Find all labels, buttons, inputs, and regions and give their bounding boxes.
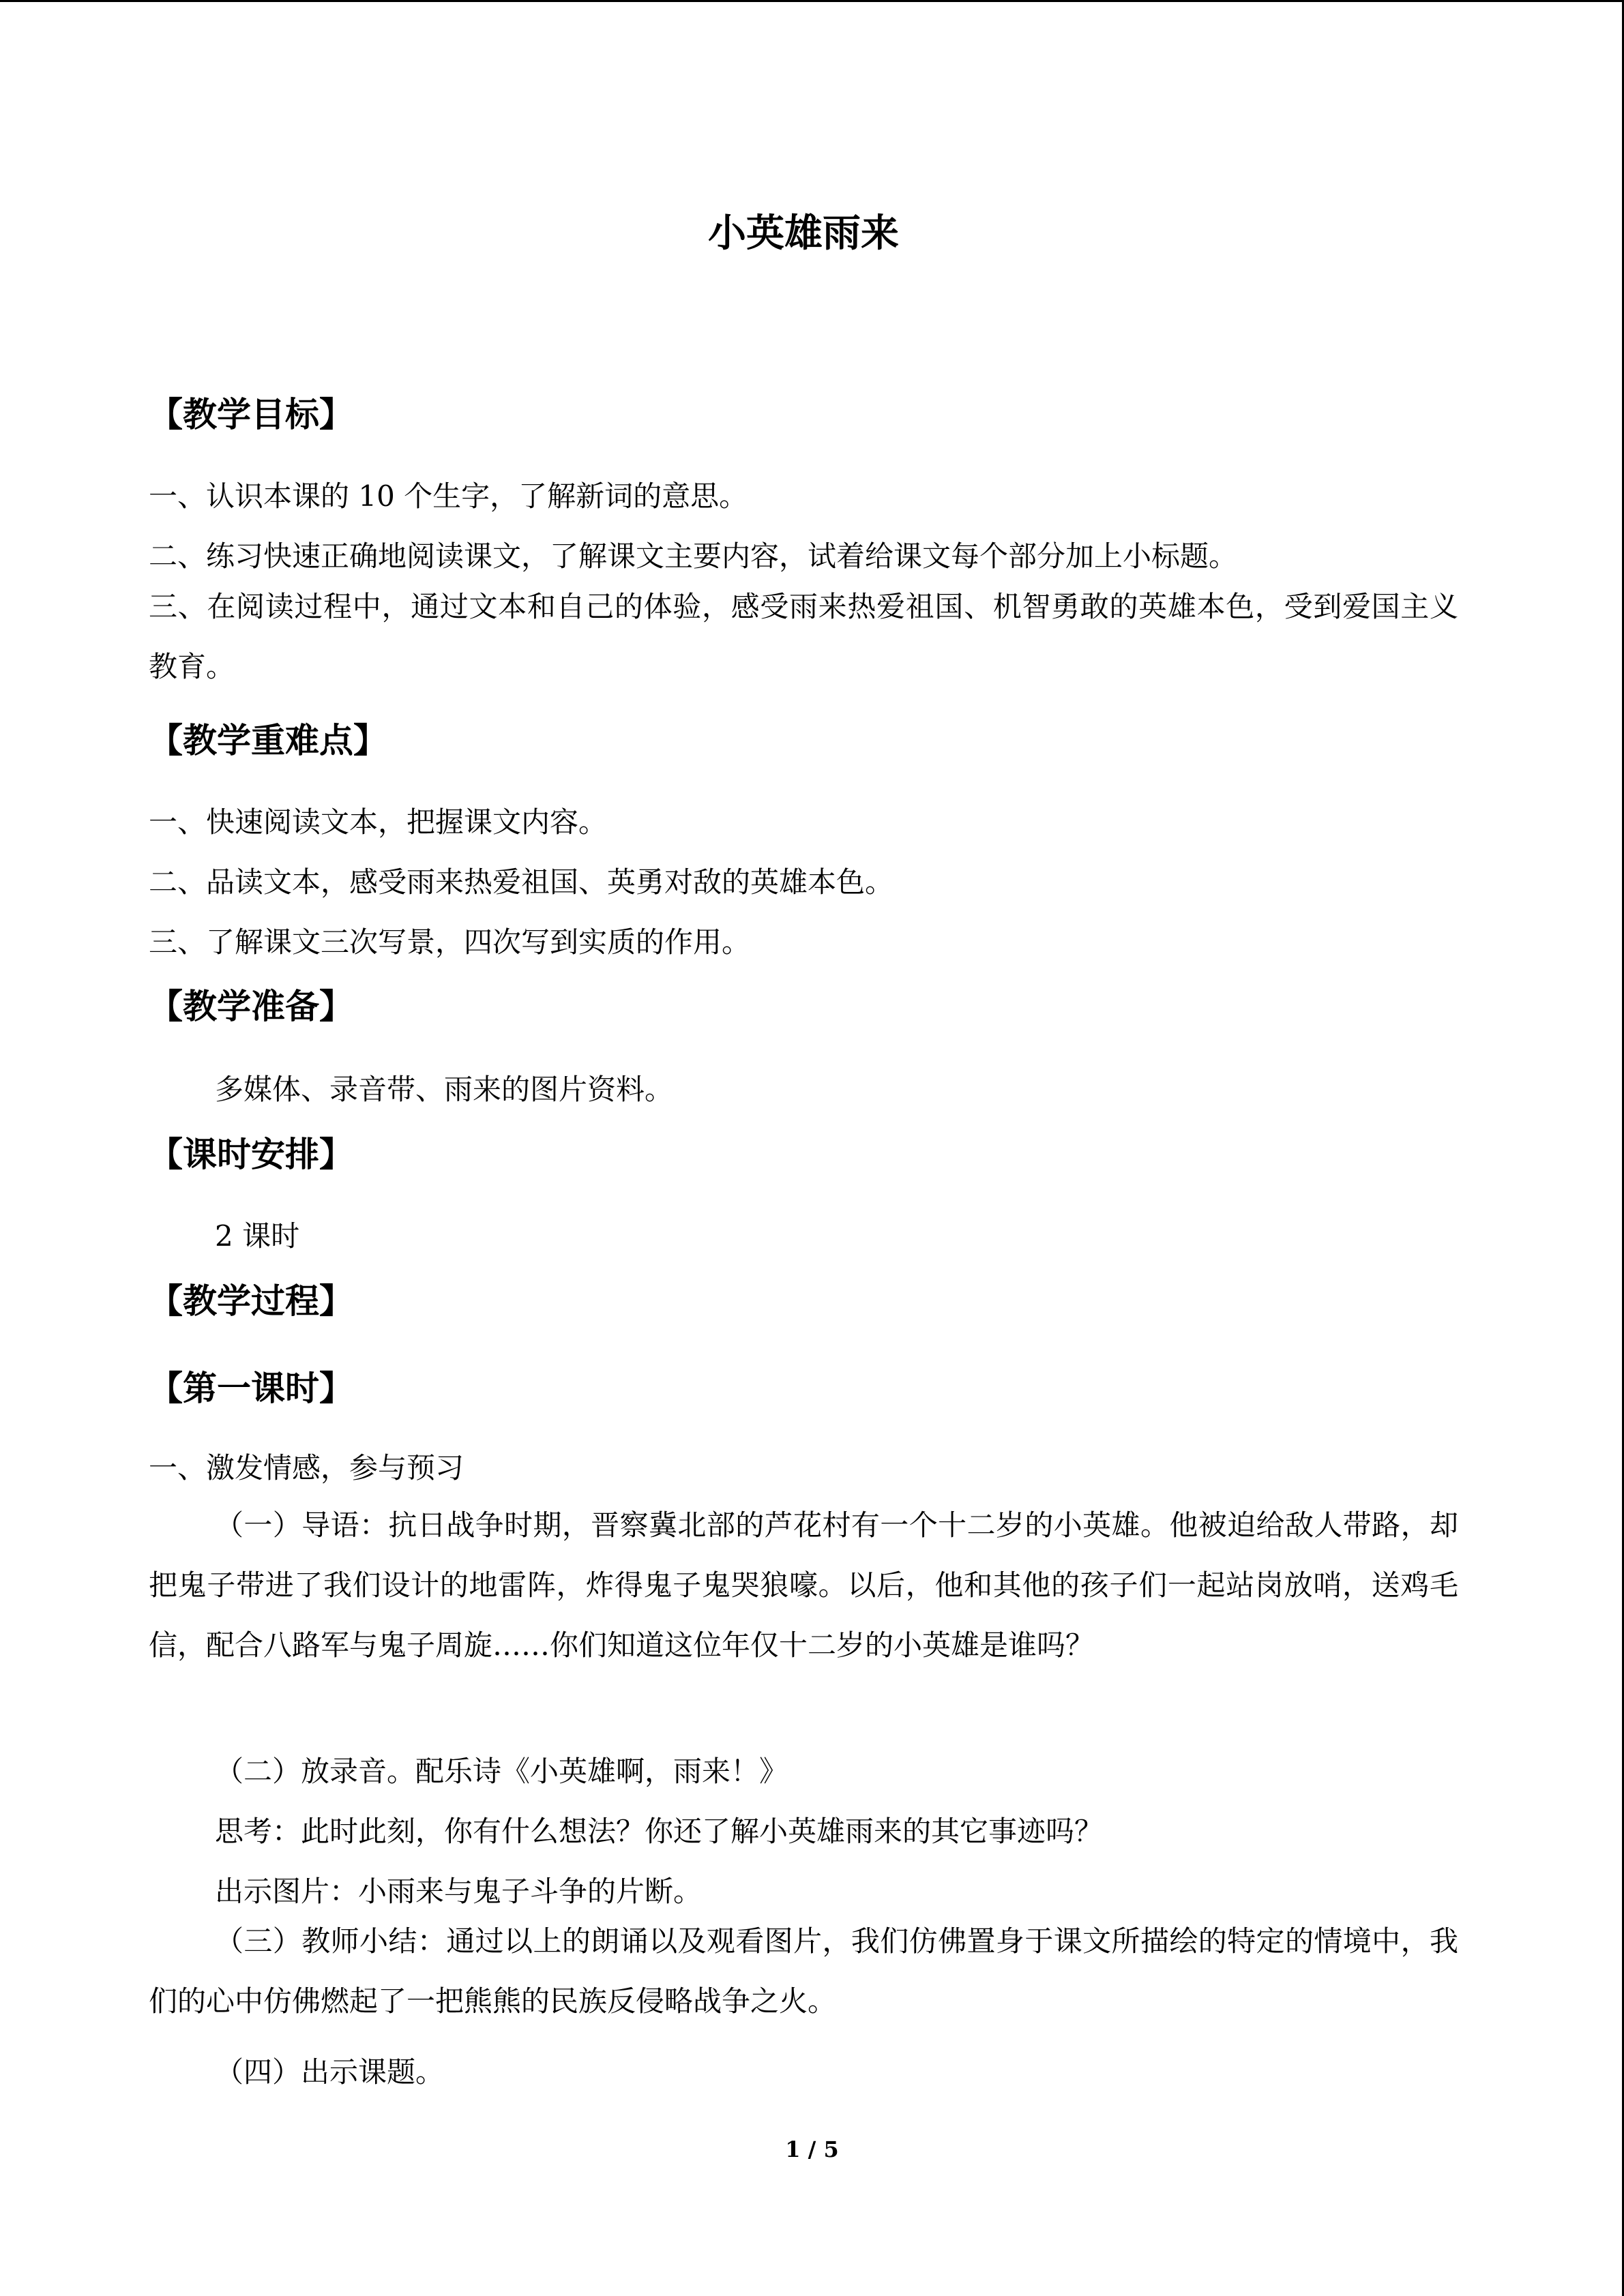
page-number: 1 / 5	[785, 2136, 839, 2162]
key-point-item-2: 二、品读文本，感受雨来热爱祖国、英勇对敌的英雄本色。	[149, 865, 894, 899]
think-paragraph: 思考：此时此刻，你有什么想法？你还了解小英雄雨来的其它事迹吗？	[215, 1815, 1104, 1848]
recording-paragraph: （二）放录音。配乐诗《小英雄啊，雨来！》	[215, 1755, 788, 1788]
heading-process: 【教学过程】	[149, 1281, 353, 1321]
topic-paragraph: （四）出示课题。	[215, 2055, 445, 2089]
picture-paragraph: 出示图片：小雨来与鬼子斗争的片断。	[215, 1875, 703, 1908]
preparation-text: 多媒体、录音带、雨来的图片资料。	[215, 1073, 674, 1106]
key-point-item-1: 一、快速阅读文本，把握课文内容。	[149, 805, 608, 839]
heading-preparation: 【教学准备】	[149, 987, 353, 1026]
key-point-item-3: 三、了解课文三次写景，四次写到实质的作用。	[149, 925, 751, 959]
objective-item-3: 三、在阅读过程中，通过文本和自己的体验，感受雨来热爱祖国、机智勇敢的英雄本色，受到爱国主义教育。	[149, 590, 1458, 683]
document-title: 小英雄雨来	[708, 211, 899, 256]
intro-paragraph: （一）导语：抗日战争时期，晋察冀北部的芦花村有一个十二岁的小英雄。他被迫给敌人带路，却把鬼子带进了我们设计的地雷阵，炸得鬼子鬼哭狼嚎。以后，他和其他的孩子们一起站岗放哨，送鸡毛信，配合八路军与鬼子周旋……你们知道这位年仅十二岁的小英雄是谁吗？	[149, 1508, 1458, 1662]
summary-paragraph: （三）教师小结：通过以上的朗诵以及观看图片，我们仿佛置身于课文所描绘的特定的情境中，我们的心中仿佛燃起了一把熊熊的民族反侵略战争之火。	[149, 1924, 1458, 2018]
objective-item-2: 二、练习快速正确地阅读课文，了解课文主要内容，试着给课文每个部分加上小标题。	[149, 539, 1238, 573]
objective-item-1: 一、认识本课的 10 个生字，了解新词的意思。	[149, 479, 748, 513]
step-1-title: 一、激发情感，参与预习	[149, 1451, 464, 1485]
heading-schedule: 【课时安排】	[149, 1135, 353, 1174]
heading-key-points: 【教学重难点】	[149, 721, 387, 760]
heading-first-lesson: 【第一课时】	[149, 1369, 353, 1408]
schedule-text: 2 课时	[215, 1219, 300, 1253]
heading-objectives: 【教学目标】	[149, 395, 353, 434]
